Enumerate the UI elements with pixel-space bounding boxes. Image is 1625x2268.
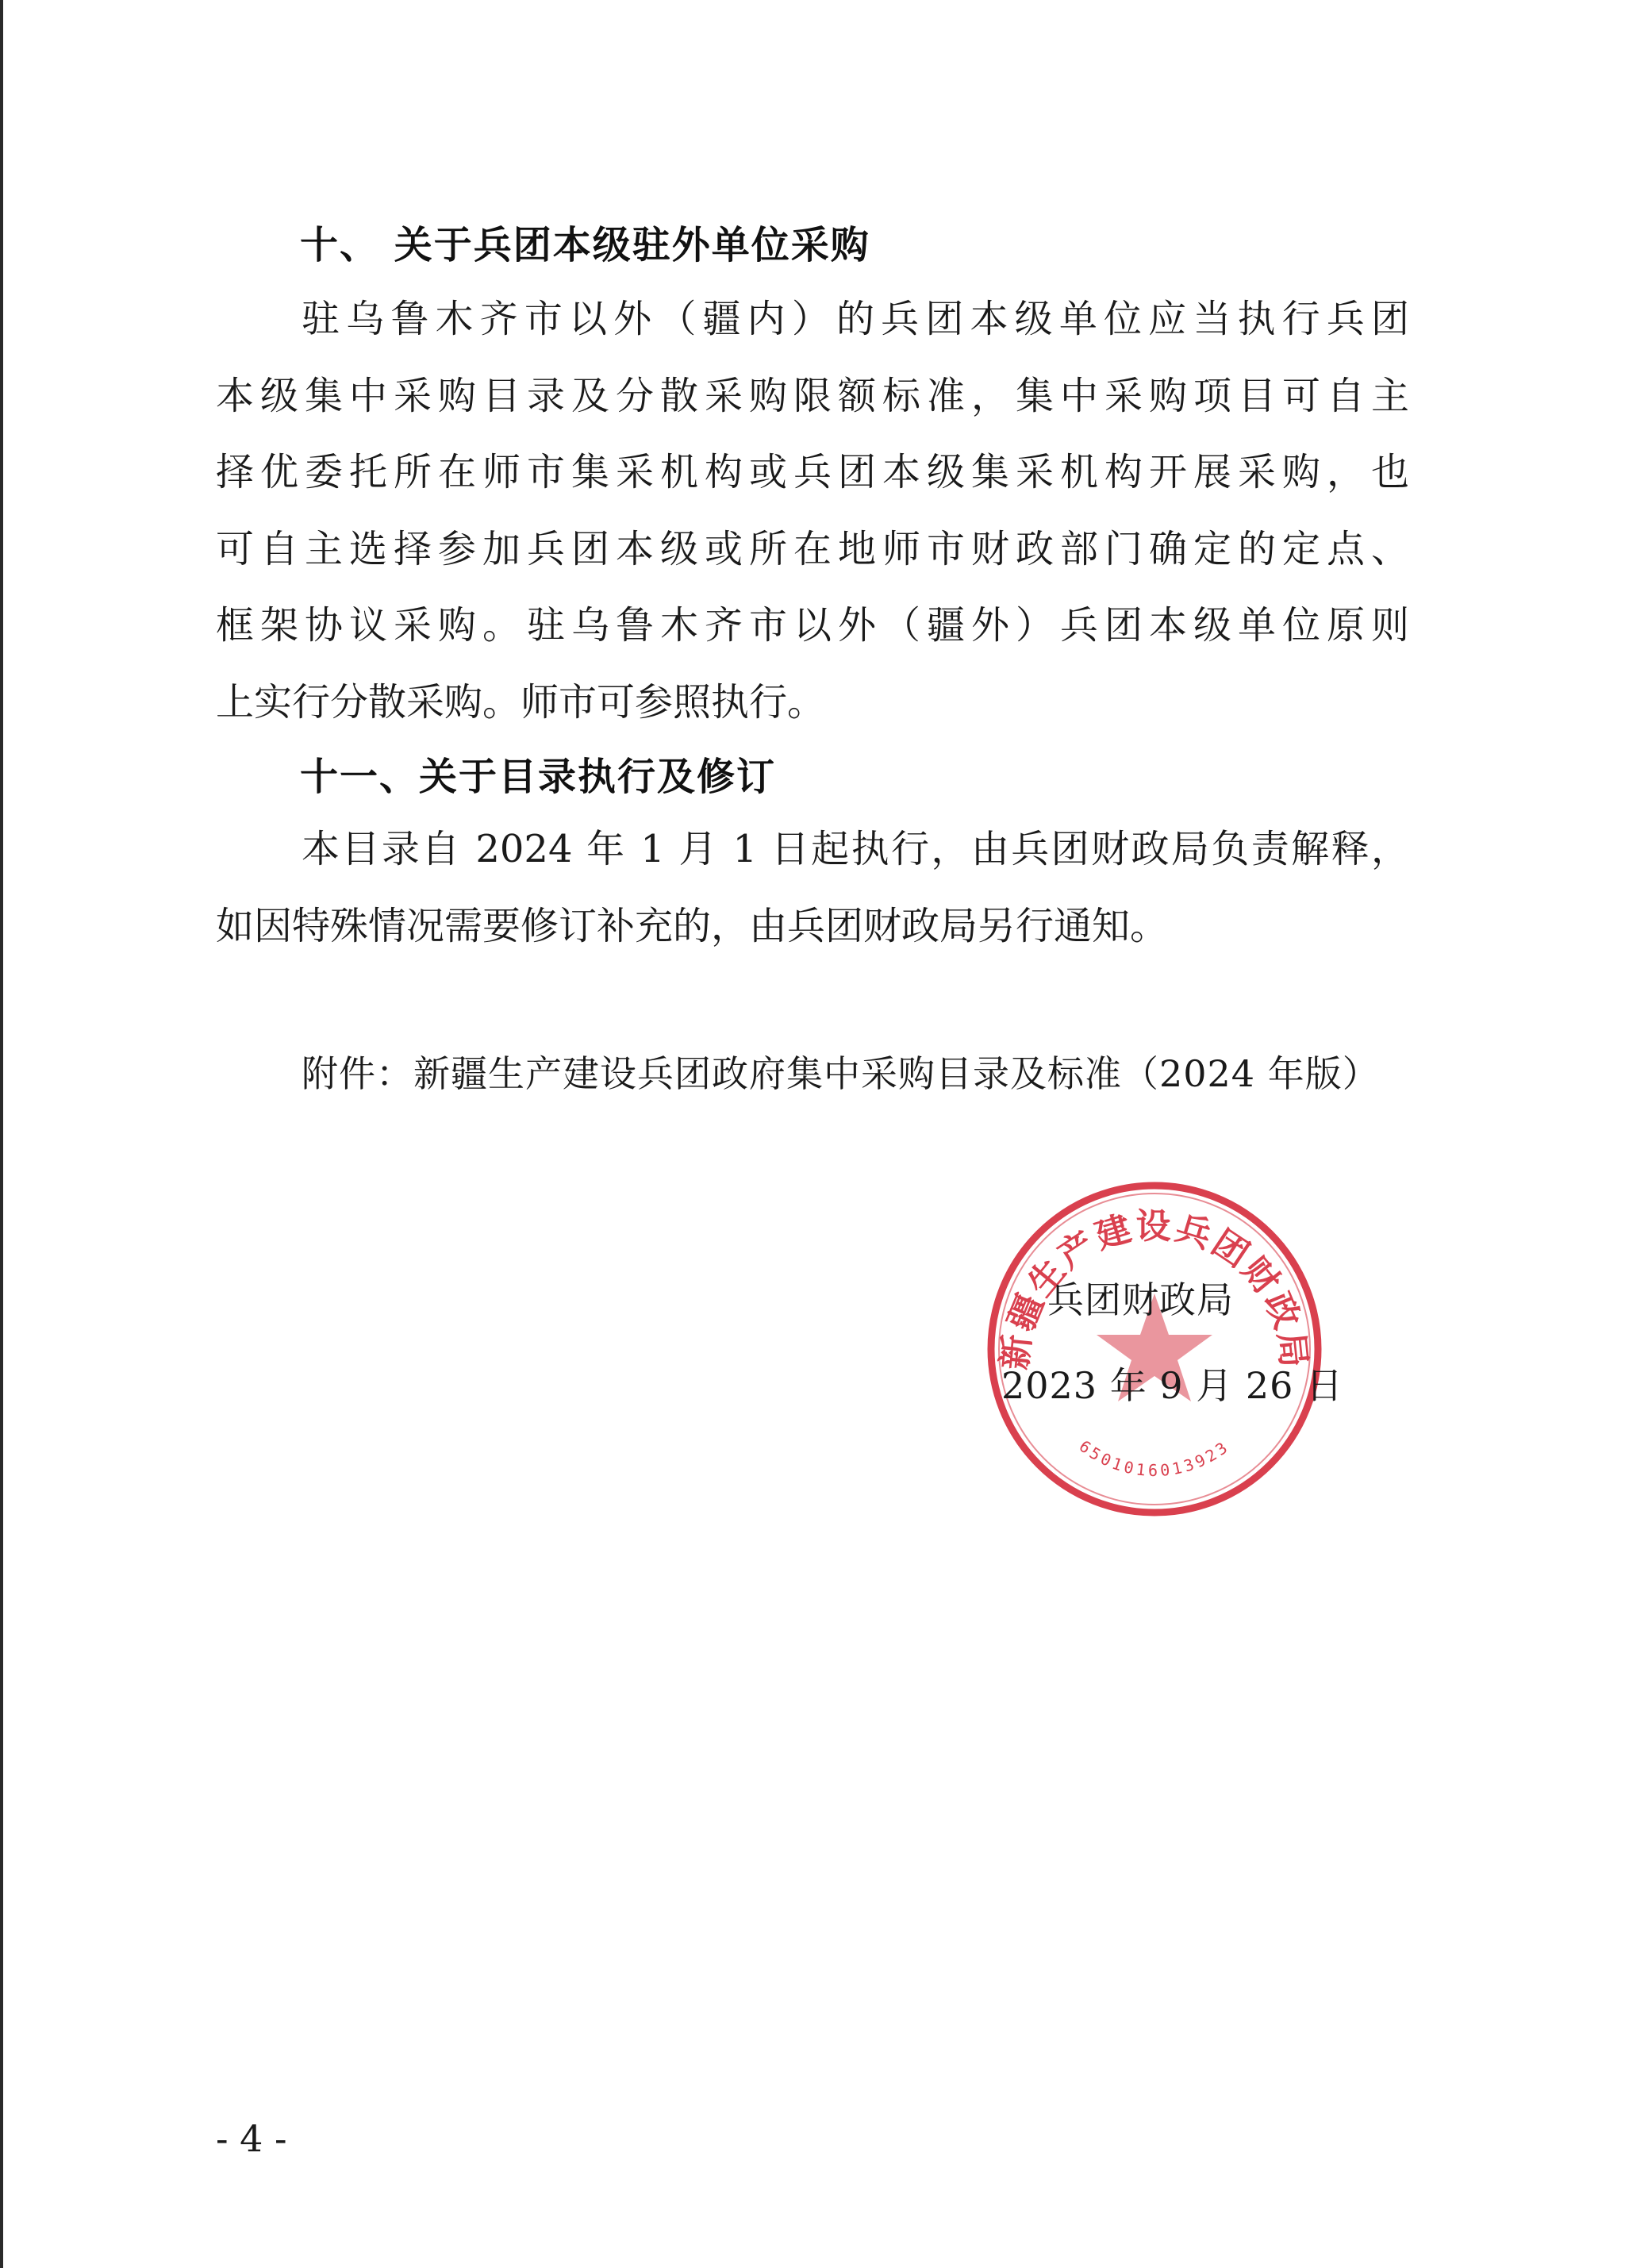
paragraph-line: 可自主选择参加兵团本级或所在地师市财政部门确定的定点、 — [216, 526, 1409, 571]
issuer-signature: 兵团财政局 — [1047, 1278, 1234, 1321]
paragraph-line: 上实行分散采购。师市可参照执行。 — [216, 679, 826, 725]
svg-text:新疆生产建设兵团财政局: 新疆生产建设兵团财政局 — [994, 1206, 1315, 1372]
paragraph-line: 驻乌鲁木齐市以外（疆内）的兵团本级单位应当执行兵团 — [302, 297, 1409, 341]
paragraph-line: 本目录自 2024 年 1 月 1 日起执行，由兵团财政局负责解释， — [302, 827, 1409, 871]
paragraph-line: 如因特殊情况需要修订补充的，由兵团财政局另行通知。 — [216, 903, 1169, 948]
page-number: - 4 - — [216, 2117, 287, 2160]
paragraph-line: 本级集中采购目录及分散采购限额标准，集中采购项目可自主 — [216, 373, 1409, 418]
section-11-heading: 十一、关于目录执行及修订 — [300, 755, 777, 799]
section-10-paragraph — [216, 281, 1409, 740]
svg-text:6501016013923: 6501016013923 — [1075, 1436, 1234, 1480]
issue-date: 2023 年 9 月 26 日 — [1001, 1364, 1343, 1407]
paragraph-line: 择优委托所在师市集采机构或兵团本级集采机构开展采购，也 — [216, 450, 1409, 494]
section-10-heading: 十、 关于兵团本级驻外单位采购 — [300, 223, 870, 267]
paragraph-line: 框架协议采购。驻乌鲁木齐市以外（疆外）兵团本级单位原则 — [216, 603, 1409, 648]
official-seal — [972, 1167, 1337, 1532]
attachment-note: 附件：新疆生产建设兵团政府集中采购目录及标准（2024 年版） — [302, 1052, 1380, 1095]
section-11-paragraph — [216, 811, 1409, 964]
